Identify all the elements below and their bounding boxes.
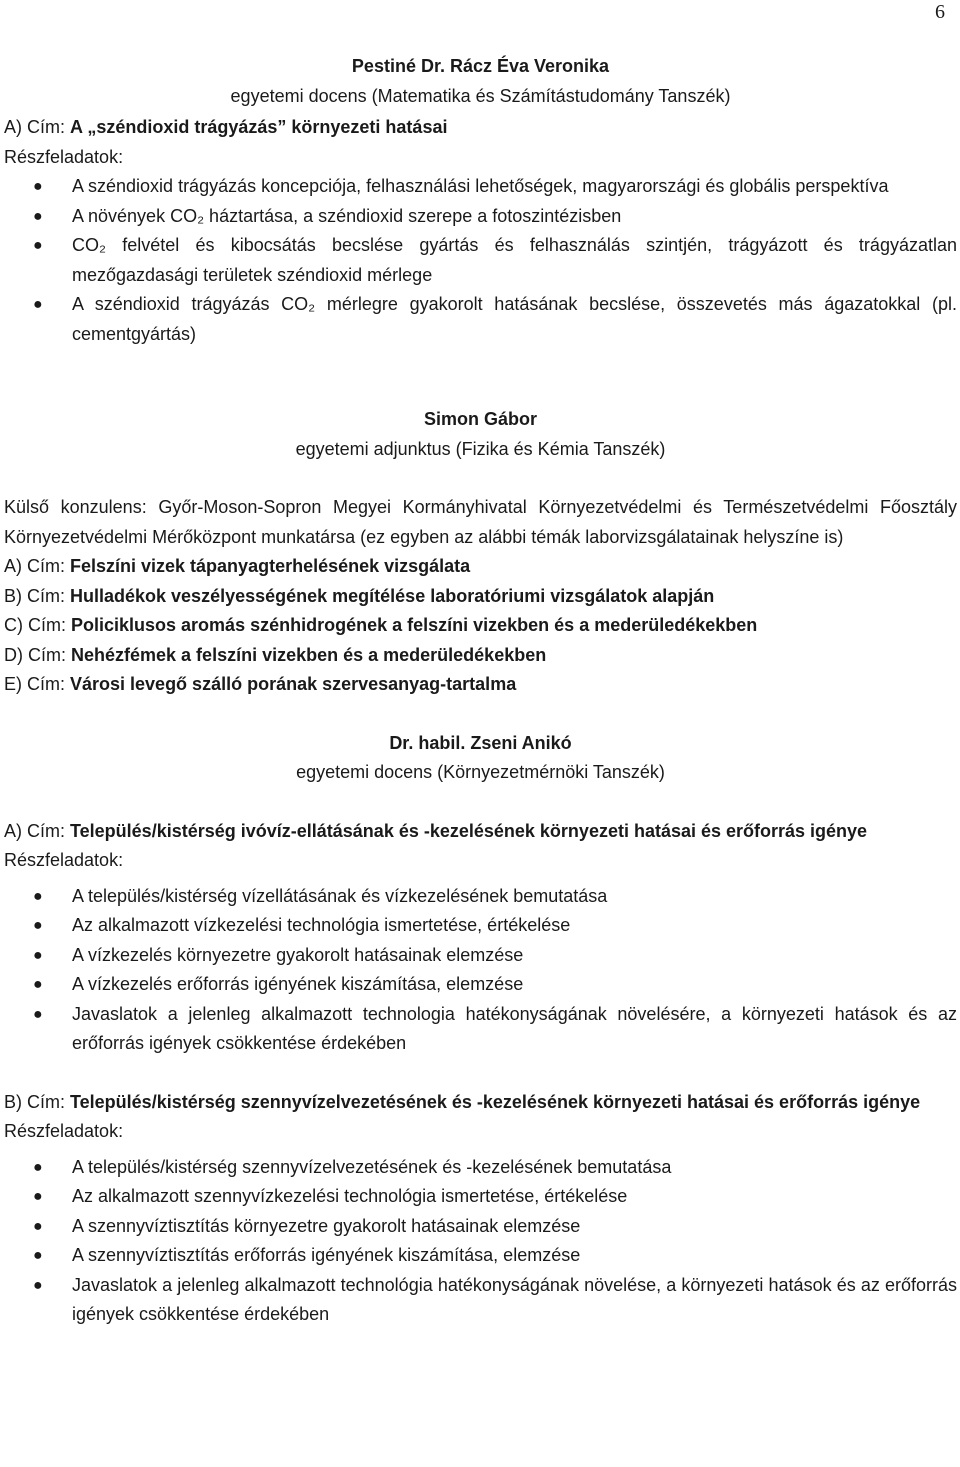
list-item: ● A vízkezelés erőforrás igényének kiszámítása, elemzése — [33, 974, 524, 994]
subtask-list — [4, 1153, 957, 1330]
supervisor-name: Dr. habil. Zseni Anikó — [389, 732, 572, 753]
subtasks-label: Részfeladatok: — [4, 1121, 124, 1141]
supervisor-name: Pestiné Dr. Rácz Éva Veronika — [351, 56, 610, 76]
topic-title: A „széndioxid trágyázás” környezeti hatásai — [70, 117, 448, 137]
consultant-paragraph: Külső konzulens: Győr-Moson-Sopron Megyei Kormányhivatal Környezetvédelmi és Természetvédelmi Főosztály Környezetvédelmi Mérőközpont munkatársa (ez egyben az alábbi témák laborvizsgálatainak helyszíne is) — [4, 497, 957, 547]
supervisor-position: egyetemi docens (Környezetmérnöki Tanszék) — [296, 762, 665, 782]
list-item: ● Az alkalmazott vízkezelési technológia ismertetése, értékelése — [33, 915, 571, 935]
supervisor-name: Simon Gábor — [423, 409, 537, 429]
list-item: ● A település/kistérség vízellátásának és vízkezelésének bemutatása — [33, 885, 608, 906]
topic-heading: B) Cím: Település/kistérség szennyvízelvezetésének és -kezelésének környezeti hatásai és erőforrás igénye — [4, 1091, 921, 1112]
subtasks-label: Részfeladatok: — [4, 146, 124, 167]
topic-heading: A) Cím: Település/kistérség ivóvíz-ellátásának és -kezelésének környezeti hatásai és erőforrás igénye — [4, 820, 868, 841]
topic-heading — [4, 113, 957, 143]
list-item: ● CO₂ felvétel és kibocsátás becslése gyártás és felhasználás szintjén, trágyázott és trágyázatlan mezőgazdasági területek széndioxid mérlege — [33, 235, 957, 285]
page-number: 6 — [935, 1, 945, 23]
topic-heading: B) Cím: Hulladékok veszélyességének megítélése laboratóriumi vizsgálatok alapján — [4, 585, 715, 606]
topic-prefix: A) Cím: — [4, 117, 70, 137]
list-item: ● A növények CO₂ háztartása, a széndioxid szerepe a fotoszintézisben — [33, 205, 622, 226]
list-item: ● A település/kistérség szennyvízelvezetésének és -kezelésének bemutatása — [33, 1156, 672, 1177]
topic-heading: A) Cím: Felszíni vizek tápanyagterhelésének vizsgálata — [4, 556, 471, 576]
subtask-list — [4, 882, 957, 1059]
list-item: ● Javaslatok a jelenleg alkalmazott technologia hatékonyságának növelésére, a környezeti hatások és az erőforrás igények csökkentése érdekében — [33, 1003, 957, 1053]
list-item: ● A vízkezelés környezetre gyakorolt hatásainak elemzése — [33, 944, 524, 965]
supervisor-position: egyetemi docens (Matematika és Számítástudomány Tanszék) — [230, 85, 731, 106]
list-item: ● A széndioxid trágyázás koncepciója, felhasználási lehetőségek, magyarországi és globális perspektíva — [33, 176, 889, 196]
list-item: ● Javaslatok a jelenleg alkalmazott technológia hatékonyságának növelése, a környezeti hatások és az erőforrás igények csökkentése érdekében — [33, 1274, 957, 1324]
document-page — [4, 0, 957, 1330]
list-item: ● A szennyvíztisztítás környezetre gyakorolt hatásainak elemzése — [33, 1215, 581, 1236]
list-item: ● A széndioxid trágyázás CO₂ mérlegre gyakorolt hatásának becslése, összevetés más ágazatokkal (pl. cementgyártás) — [33, 294, 957, 344]
subtask-list — [4, 172, 957, 349]
list-item: ● Az alkalmazott szennyvízkezelési technológia ismertetése, értékelése — [33, 1186, 628, 1206]
topic-heading: D) Cím: Nehézfémek a felszíni vizekben és a mederüledékekben — [4, 644, 547, 665]
subtasks-label: Részfeladatok: — [4, 850, 124, 870]
topic-heading: E) Cím: Városi levegő szálló porának szervesanyag-tartalma — [4, 674, 517, 694]
topic-heading: C) Cím: Policiklusos aromás szénhidrogének a felszíni vizekben és a mederüledékekben — [4, 615, 758, 635]
supervisor-position: egyetemi adjunktus (Fizika és Kémia Tanszék) — [295, 438, 666, 459]
list-item: ● A szennyvíztisztítás erőforrás igényének kiszámítása, elemzése — [33, 1245, 581, 1265]
